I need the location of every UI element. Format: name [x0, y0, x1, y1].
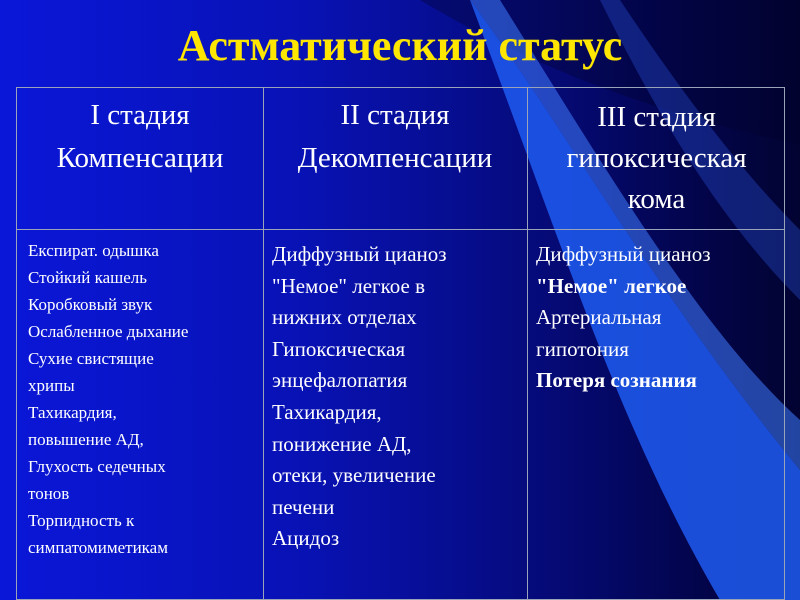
header-line: II стадия — [340, 99, 450, 131]
symptom-line: Гипоксическая — [272, 336, 406, 361]
symptom-line: нижних отделах — [272, 305, 417, 330]
slide-title: Астматический статус — [177, 21, 623, 70]
symptom-line: Глухость седечных — [28, 457, 166, 476]
symptom-line: Тахикардия, — [28, 403, 117, 422]
symptom-line: Торпидность к — [28, 511, 135, 530]
header-stage-3 — [527, 97, 786, 220]
stage-3-symptoms — [536, 239, 782, 397]
symptom-line: энцефалопатия — [272, 368, 408, 393]
symptom-line: симпатомиметикам — [28, 538, 168, 557]
header-divider — [17, 229, 784, 230]
symptom-line: Ацидоз — [272, 526, 340, 551]
symptom-line: Сухие свистящие — [28, 349, 154, 368]
header-line: III стадия — [597, 101, 716, 133]
header-stage-2 — [263, 94, 527, 180]
symptom-line: тонов — [28, 484, 70, 503]
symptom-line: Стойкий кашель — [28, 268, 148, 287]
symptom-line: Диффузный цианоз — [272, 242, 447, 266]
symptom-line: Ослабленное дыхание — [28, 322, 189, 341]
header-line: I стадия — [90, 99, 190, 131]
stage-1-symptoms — [28, 237, 260, 561]
symptom-line: понижение АД, — [272, 431, 412, 456]
stages-table — [16, 87, 785, 600]
symptom-line: гипотония — [536, 336, 629, 361]
symptom-line: повышение АД, — [28, 430, 144, 449]
header-line: Компенсации — [56, 142, 224, 174]
stage-2-symptoms — [272, 239, 522, 555]
symptom-line: Диффузный цианоз — [536, 242, 711, 266]
header-line: кома — [627, 183, 686, 215]
symptom-line: "Немое" легкое — [536, 273, 687, 298]
symptom-line: Тахикардия, — [272, 399, 382, 424]
symptom-line: печени — [272, 494, 335, 519]
symptom-line: отеки, увеличение — [272, 463, 436, 488]
symptom-line: "Немое" легкое в — [272, 273, 426, 298]
symptom-line: Потеря сознания — [536, 368, 697, 393]
header-line: гипоксическая — [566, 142, 747, 174]
symptom-line: Артериальная — [536, 305, 662, 330]
symptom-line: Коробковый звук — [28, 295, 153, 314]
symptom-line: хрипы — [28, 376, 75, 395]
header-line: Декомпенсации — [297, 142, 493, 174]
symptom-line: Експират. одышка — [28, 241, 159, 260]
header-stage-1 — [17, 94, 263, 180]
